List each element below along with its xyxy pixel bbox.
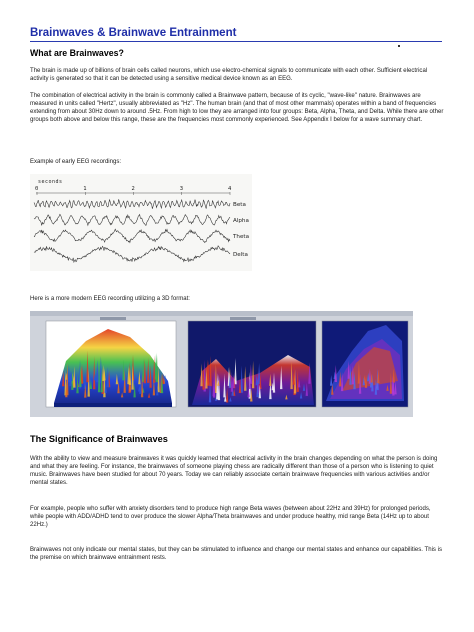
eeg-trace-delta [34,246,230,262]
time-ticks [35,186,232,195]
eeg-trace-theta [34,229,230,242]
paragraph-5: Brainwaves not only indicate our mental states, but they can be stimulated to influence and change our mental states and enhance our capabilities. This is the premise on which brainwave entrainment rests. [30,547,442,562]
eeg-traces [34,199,230,262]
eeg-3d-svg [30,311,413,417]
eeg-trace-beta [34,199,230,208]
time-tick-label: 2 [131,186,135,192]
eeg-trace-label: Delta [233,252,248,258]
section-heading-significance: The Significance of Brainwaves [30,434,168,444]
early-eeg-svg [30,174,252,271]
time-tick-label: 3 [179,186,184,192]
document-title: Brainwaves & Brainwave Entrainment [30,27,237,39]
eeg-trace-label: Beta [233,202,246,208]
eeg-trace-alpha [34,214,230,225]
paragraph-3: With the ability to view and measure brainwaves it was quickly learned that electrical activity in the brain changes depending on what the person is doing and what they are feeling. For instance, the brainwaves of someone playing chess are radically different than those of a person who is listening to quiet music. Brainwaves have been studied for about 70 years. Today we can reliably associate certain brainwave frequencies with various activities and/or mental states. [30,456,438,487]
title-underline [30,41,442,42]
time-tick-label: 0 [35,186,39,192]
eeg-3d-figure [30,311,413,417]
early-eeg-figure [30,174,252,271]
paragraph-1: The brain is made up of billions of brain cells called neurons, which use electro-chemical signals to communicate with each other. Sufficient electrical activity is generated so that it can be detected using a sensitive medical device known as an EEG. [30,68,428,83]
paragraph-4: For example, people who suffer with anxiety disorders tend to produce high range Beta waves (between about 22Hz and 39Hz) for prolonged periods, while people with ADD/ADHD tend to over produce the slower Alpha/Theta brainwaves and under produce healthy, mid range Beta (14Hz up to about 22Hz.) [30,506,431,529]
paragraph-2: The combination of electrical activity in the brain is commonly called a Brainwave pattern, because of its cyclic, "wave-like" nature. Brainwaves are measured in units called "Hertz", usually abbreviated as "Hz". The human brain (and that of most other mammals) operates within a band of frequencies extending from about 30Hz down to around .5Hz. From high to low they are arranged into four groups: Beta, Alpha, Theta, and Delta. While there are other groups both above and below this range, these are the frequencies most commonly experienced. See Appendix I below for a wave summary chart. [30,93,444,124]
caption-early-eeg: Example of early EEG recordings: [30,159,122,165]
caption-3d-eeg: Here is a more modern EEG recording utilizing a 3D format: [30,296,190,302]
seconds-label: seconds [38,179,63,185]
time-tick-label: 1 [83,186,87,192]
stray-dot [398,45,400,47]
eeg-trace-label: Theta [233,234,250,240]
eeg-trace-labels [232,202,249,258]
time-tick-label: 4 [228,186,232,192]
section-heading-what-are-brainwaves: What are Brainwaves? [30,48,124,58]
eeg-trace-label: Alpha [233,218,249,224]
